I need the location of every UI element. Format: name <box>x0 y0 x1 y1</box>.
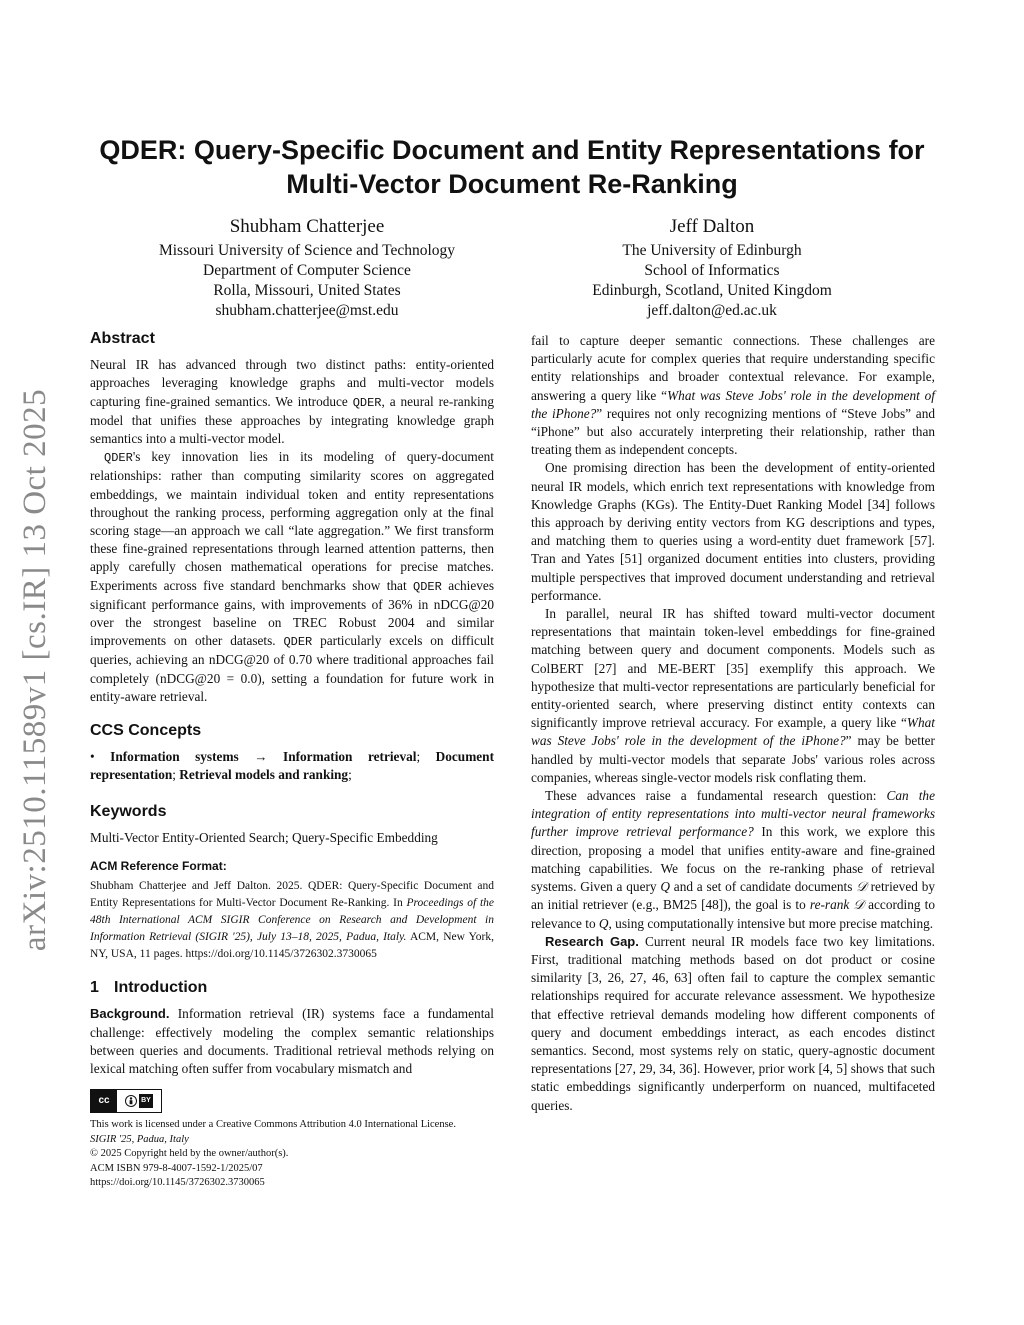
abstract-heading: Abstract <box>90 330 155 347</box>
qder-mention: QDER <box>413 579 442 594</box>
research-gap-paragraph: Research Gap. Current neural IR models face two key limitations. First, traditional matching methods based on dot product or cosine similarity [3, 26, 27, 46, 63] often fail to capture the complex semantic relationships required for accurate relevance assessment. We hypothesize that effective retrieval demands modeling how different components of query and document embeddings interact, as each encodes distinct semantics. Second, most systems rely on static, query-agnostic document representations [27, 29, 34, 36]. However, prior work [4, 5] shows that such static embeddings significantly underperform on nuanced, multifaceted queries. <box>531 933 935 1113</box>
acm-reference-text: Shubham Chatterjee and Jeff Dalton. 2025. QDER: Query-Specific Document and Entity Representations for Multi-Vector Document Re-Ranking. In Proceedings of the 48th International ACM SIGIR Conference on Research and Development in Information Retrieval (SIGIR '25), July 13–18, 2025, Padua, Italy. ACM, New York, NY, USA, 11 pages. https://doi.org/10.1145/3726302.3730065 <box>90 880 494 961</box>
author-email[interactable]: jeff.dalton@ed.ac.uk <box>647 302 777 319</box>
intro-paragraph-4: These advances raise a fundamental research question: Can the integration of entity representations into multi-vector neural frameworks further improve retrieval performance? In this work, we explore this direction, proposing a model that unifies entity-aware and fine-grained matching capabilities. We focus on the re-ranking phase of retrieval systems. Given a query Q and a set of candidate documents 𝒟 retrieved by an initial retriever (e.g., BM25 [48]), the goal is to re-rank 𝒟 according to relevance to Q, using computationally intensive but more precise matching. <box>531 788 935 931</box>
arxiv-identifier-stamp: arXiv:2510.11589v1 [cs.IR] 13 Oct 2025 <box>16 388 53 952</box>
introduction-paragraph: Background. Information retrieval (IR) systems face a fundamental challenge: effectively modeling the complex semantic relationships between queries and documents. Traditional retrieval methods relying on lexical matching often suffer from vocabulary mismatch and <box>90 1006 494 1077</box>
author-department: Department of Computer Science <box>203 262 411 279</box>
author-location: Rolla, Missouri, United States <box>213 282 401 299</box>
person-icon <box>125 1095 137 1107</box>
intro-paragraph-3: In parallel, neural IR has shifted toward multi-vector document representations that maintain token-level embeddings for fine-grained matching between query and document components. Models such as ColBERT [27] and ME-BERT [35] exemplify this approach. We hypothesize that multi-vector representations are particularly beneficial for entity-oriented search, where preserving distinct entity contexts can significantly improve retrieval accuracy. For example, a query like “What was Steve Jobs' role in the development of the iPhone?” may be better handled by multi-vector models that separate Jobs' various roles across companies, whereas single-vector models risk conflating them. <box>531 606 935 785</box>
author-name: Jeff Dalton <box>669 216 755 237</box>
cc-by-license-badge <box>90 1089 162 1113</box>
attribution-icon: BY <box>117 1090 161 1112</box>
author-block-1 <box>127 215 487 321</box>
acm-reference-heading: ACM Reference Format: <box>90 859 227 874</box>
author-name: Shubham Chatterjee <box>229 216 385 237</box>
cc-icon: cc <box>91 1090 117 1112</box>
license-venue: SIGIR '25, Padua, Italy <box>90 1133 189 1145</box>
ccs-heading: CCS Concepts <box>90 722 202 740</box>
license-line: This work is licensed under a Creative Commons Attribution 4.0 International License. <box>90 1119 456 1130</box>
left-column <box>90 330 494 1078</box>
ccs-concepts: • Information systems → Information retrieval; Document representation; Retrieval models and ranking; <box>90 749 495 783</box>
author-department: School of Informatics <box>644 262 780 279</box>
author-location: Edinburgh, Scotland, United Kingdom <box>592 282 832 299</box>
paper-title <box>80 133 944 201</box>
introduction-heading: 1 Introduction <box>90 979 208 997</box>
keywords-text: Multi-Vector Entity-Oriented Search; Query-Specific Embedding <box>90 829 438 845</box>
license-doi[interactable]: https://doi.org/10.1145/3726302.3730065 <box>90 1177 265 1188</box>
author-email[interactable]: shubham.chatterjee@mst.edu <box>215 302 399 319</box>
license-isbn: ACM ISBN 979-8-4007-1592-1/2025/07 <box>90 1162 263 1174</box>
qder-mention: QDER <box>283 635 313 650</box>
qder-mention: QDER <box>104 451 133 466</box>
qder-mention: QDER <box>352 395 382 410</box>
author-block-2 <box>532 215 892 321</box>
author-affiliation: Missouri University of Science and Technology <box>158 242 456 259</box>
abstract-paragraph-1: Neural IR has advanced through two distinct paths: entity-oriented approaches leveraging knowledge graphs and multi-vector models capturing fine-grained semantics. We introduce QDER, a neural re-ranking model that unifies these approaches by integrating knowledge graph semantics into a multi-vector model. <box>90 357 494 447</box>
intro-paragraph-1: fail to capture deeper semantic connections. These challenges are particularly acute for complex queries that require understanding specific entity relationships and broader contextual relevance. For example, answering a query like “What was Steve Jobs' role in the development of the iPhone?” requires not only recognizing mentions of “Steve Jobs” and “iPhone” but also accurately interpreting their relationship, rather than treating them as independent concepts. <box>531 333 935 458</box>
intro-paragraph-2: One promising direction has been the development of entity-oriented neural IR models, which enrich text representations with knowledge from Knowledge Graphs (KGs). The Entity-Duet Ranking Model [34] follows this approach by deriving entity vectors from KG descriptions and types, and matching them to queries using a word-entity duet framework [57]. Tran and Yates [51] organized document entities into clusters, providing multiple perspectives that improved document understanding and retrieval performance. <box>531 460 935 603</box>
right-column <box>531 332 935 1115</box>
paper-title-line-2: Multi-Vector Document Re-Ranking <box>286 169 738 199</box>
author-affiliation: The University of Edinburgh <box>622 242 802 259</box>
keywords-heading: Keywords <box>90 802 167 820</box>
paper-title-line-1: QDER: Query-Specific Document and Entity Representations for <box>99 135 925 165</box>
license-notice <box>90 1089 494 1191</box>
abstract-paragraph-2: QDER's key innovation lies in its modeling of query-document relationships: rather than computing similarity scores on aggregated embeddings, we maintain individual token and entity representations throughout the ranking process, performing aggregation only at the final scoring stage—an approach we call “late aggregation.” We first transform these fine-grained representations through learned attention patterns, then apply carefully chosen mathematical operations for precise matches. Experiments across five standard benchmarks show that QDER achieves significant performance gains, with improvements of 36% in nDCG@20 over the strongest baseline on TREC Robust 2004 and similar improvements on other datasets. QDER particularly excels on difficult queries, achieving an nDCG@20 of 0.70 where traditional approaches fail completely (nDCG@20 = 0.0), setting a foundation for future work in entity-aware retrieval. <box>90 449 494 704</box>
license-copyright: © 2025 Copyright held by the owner/author(s). <box>90 1148 289 1159</box>
